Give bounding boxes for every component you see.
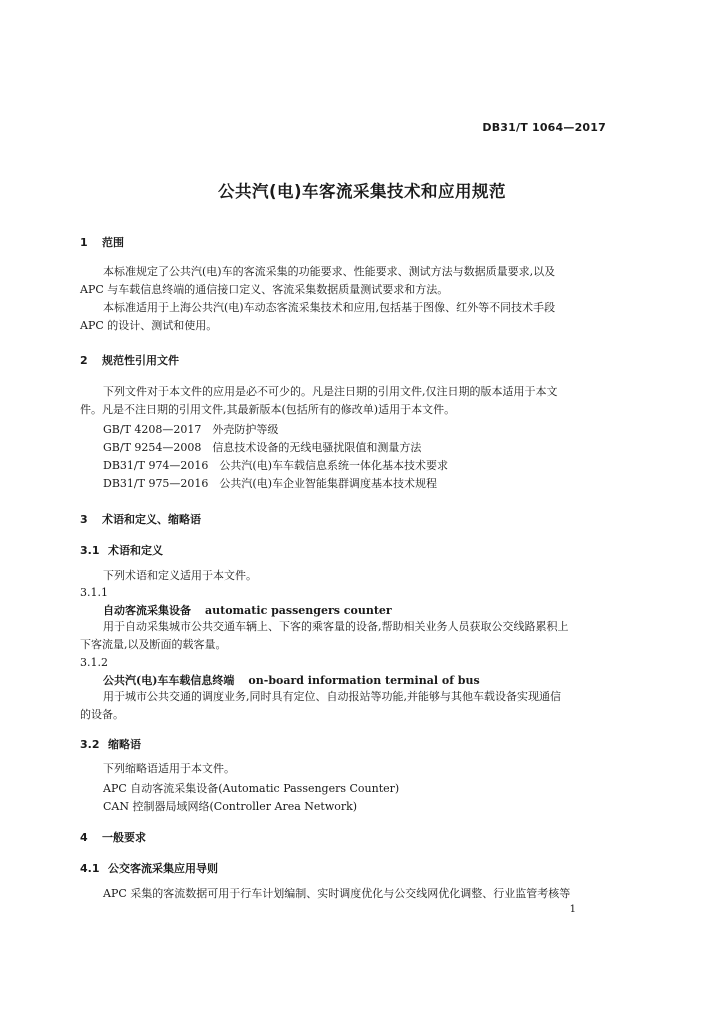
paragraph: APC 与车载信息终端的通信接口定义、客流采集数据质量测试要求和方法。 bbox=[80, 283, 449, 296]
term-english: on-board information terminal of bus bbox=[248, 674, 480, 687]
subsection-number: 3.2 bbox=[80, 738, 100, 751]
subsection-number: 4.1 bbox=[80, 862, 100, 875]
paragraph: 件。凡是不注日期的引用文件,其最新版本(包括所有的修改单)适用于本文件。 bbox=[80, 403, 456, 416]
paragraph: APC 采集的客流数据可用于行车计划编制、实时调度优化与公交线网优化调整、行业监管考核等 bbox=[103, 887, 571, 900]
section-1-heading bbox=[80, 234, 124, 250]
term-heading bbox=[103, 602, 392, 618]
subsection-title: 术语和定义 bbox=[108, 544, 163, 557]
section-title: 范围 bbox=[102, 236, 124, 249]
paragraph: 下列文件对于本文件的应用是必不可少的。凡是注日期的引用文件,仅注日期的版本适用于本文 bbox=[103, 385, 558, 398]
section-title: 一般要求 bbox=[102, 831, 146, 844]
term-number: 3.1.2 bbox=[80, 656, 108, 669]
subsection-3-1-heading bbox=[80, 542, 163, 558]
section-number: 1 bbox=[80, 236, 88, 249]
subsection-number: 3.1 bbox=[80, 544, 100, 557]
reference-item: GB/T 9254—2008 信息技术设备的无线电骚扰限值和测量方法 bbox=[103, 441, 422, 454]
paragraph: APC 的设计、测试和使用。 bbox=[80, 319, 218, 332]
term-definition: 用于自动采集城市公共交通车辆上、下客的乘客量的设备,帮助相关业务人员获取公交线路累积上 bbox=[103, 620, 569, 633]
page-title: 公共汽(电)车客流采集技术和应用规范 bbox=[217, 182, 507, 201]
term-chinese: 自动客流采集设备 bbox=[103, 604, 191, 617]
section-3-heading bbox=[80, 511, 201, 527]
page-number: 1 bbox=[569, 904, 576, 915]
term-heading bbox=[103, 672, 480, 688]
section-4-heading bbox=[80, 829, 146, 845]
section-number: 4 bbox=[80, 831, 88, 844]
section-2-heading bbox=[80, 352, 179, 368]
paragraph: 下列术语和定义适用于本文件。 bbox=[103, 569, 257, 582]
term-definition: 的设备。 bbox=[80, 708, 124, 721]
term-number: 3.1.1 bbox=[80, 586, 108, 599]
section-number: 3 bbox=[80, 513, 88, 526]
abbreviation-item: APC 自动客流采集设备(Automatic Passengers Counter) bbox=[103, 782, 400, 795]
abbreviation-item: CAN 控制器局域网络(Controller Area Network) bbox=[103, 800, 358, 813]
reference-item: GB/T 4208—2017 外壳防护等级 bbox=[103, 423, 279, 436]
subsection-3-2-heading bbox=[80, 736, 141, 752]
reference-item: DB31/T 974—2016 公共汽(电)车车载信息系统一体化基本技术要求 bbox=[103, 459, 449, 472]
term-english: automatic passengers counter bbox=[205, 604, 392, 617]
paragraph: 本标准适用于上海公共汽(电)车动态客流采集技术和应用,包括基于图像、红外等不同技术手段 bbox=[103, 301, 556, 314]
reference-item: DB31/T 975—2016 公共汽(电)车企业智能集群调度基本技术规程 bbox=[103, 477, 438, 490]
term-definition: 下客流量,以及断面的载客量。 bbox=[80, 638, 227, 651]
section-title: 术语和定义、缩略语 bbox=[102, 513, 201, 526]
subsection-title: 缩略语 bbox=[108, 738, 141, 751]
section-title: 规范性引用文件 bbox=[102, 354, 179, 367]
document-code: DB31/T 1064—2017 bbox=[482, 121, 606, 134]
section-number: 2 bbox=[80, 354, 88, 367]
paragraph: 下列缩略语适用于本文件。 bbox=[103, 762, 235, 775]
paragraph: 本标准规定了公共汽(电)车的客流采集的功能要求、性能要求、测试方法与数据质量要求,以及 bbox=[103, 265, 556, 278]
term-definition: 用于城市公共交通的调度业务,同时具有定位、自动报站等功能,并能够与其他车载设备实现通信 bbox=[103, 690, 561, 703]
subsection-title: 公交客流采集应用导则 bbox=[108, 862, 218, 875]
subsection-4-1-heading bbox=[80, 860, 218, 876]
term-chinese: 公共汽(电)车车载信息终端 bbox=[103, 674, 235, 687]
